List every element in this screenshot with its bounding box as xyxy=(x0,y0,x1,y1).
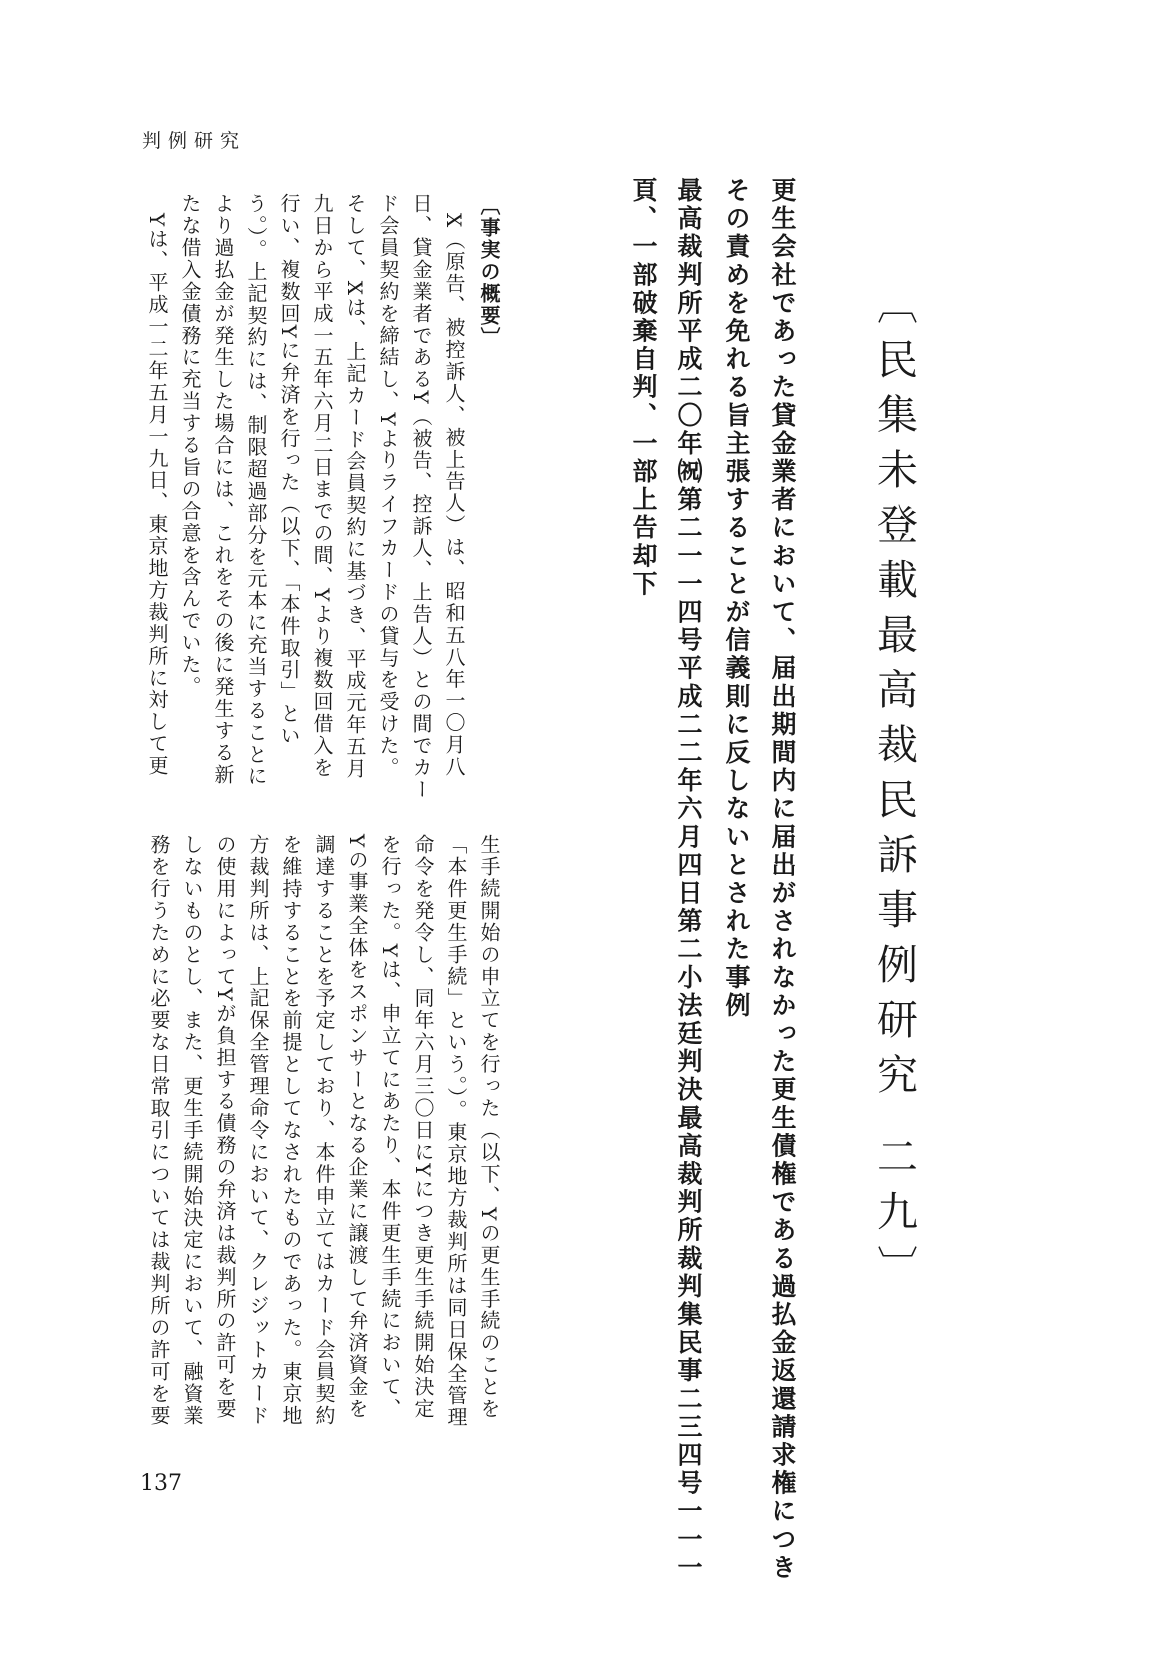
body-line: 命令を発令し、同年六月三〇日にYにつき更生手続開始決定 xyxy=(411,834,435,1420)
section-heading: 〔事実の概要〕 xyxy=(477,195,501,349)
body-line: 「本件更生手続」という。）。東京地方裁判所は同日保全管理 xyxy=(444,834,468,1429)
body-line: 調達することを予定しており、本件申立てはカード会員契約 xyxy=(312,834,336,1427)
page-number: 137 xyxy=(140,1471,182,1496)
case-summary-line: 更生会社であった貸金業者において、届出期間内に届出がされなかった更生債権である過払金返還請求権につき xyxy=(768,177,797,1582)
case-summary-line: 最高裁判所平成二〇年㈷第二一一四号平成二二年六月四日第二小法廷判決最高裁判所裁判集民事二三四号一一一 xyxy=(674,177,703,1582)
body-line: の使用によってYが負担する債務の弁済は裁判所の許可を要 xyxy=(213,834,237,1420)
body-line: Yは、平成一二年五月一九日、東京地方裁判所に対して更 xyxy=(145,213,169,777)
body-line: を維持することを前提としてなされたものであった。東京地 xyxy=(279,834,303,1427)
body-line: そして、Xは、上記カード会員契約に基づき、平成元年五月 xyxy=(343,193,367,780)
body-line: 日、貸金業者であるY（被告、控訴人、上告人）との間でカー xyxy=(409,193,433,801)
body-line: を行った。Yは、申立てにあたり、本件更生手続において、 xyxy=(378,834,402,1420)
body-line: X（原告、被控訴人、被上告人）は、昭和五八年一〇月八 xyxy=(442,213,466,778)
case-summary-line: 頁、一部破棄自判、一部上告却下 xyxy=(629,177,658,599)
body-line: しないものとし、また、更生手続開始決定において、融資業 xyxy=(180,834,204,1427)
running-head: 判例研究 xyxy=(142,130,247,152)
body-line: 務を行うために必要な日常取引については裁判所の許可を要 xyxy=(147,834,171,1427)
body-line: より過払金が発生した場合には、これをその後に発生する新 xyxy=(211,193,235,786)
body-line: Yの事業全体をスポンサーとなる企業に譲渡して弁済資金を xyxy=(345,834,369,1420)
series-title: 〔民集未登載最高裁民訴事例研究 二九〕 xyxy=(870,283,918,1301)
body-line: 行い、複数回Yに弁済を行った（以下、「本件取引」とい xyxy=(277,193,301,747)
body-line: ド会員契約を締結し、Yよりライフカードの貸与を受けた。 xyxy=(376,193,400,779)
body-line: 方裁判所は、上記保全管理命令において、クレジットカード xyxy=(246,834,270,1427)
body-line: たな借入金債務に充当する旨の合意を含んでいた。 xyxy=(178,193,202,698)
body-line: う。）。上記契約には、制限超過部分を元本に充当することに xyxy=(244,193,268,788)
body-line: 生手続開始の申立てを行った（以下、Yの更生手続のことを xyxy=(477,834,501,1420)
case-summary-line: その責めを免れる旨主張することが信義則に反しないとされた事例 xyxy=(722,177,751,1020)
body-line: 九日から平成一五年六月二日までの間、Yより複数回借入を xyxy=(310,193,334,779)
